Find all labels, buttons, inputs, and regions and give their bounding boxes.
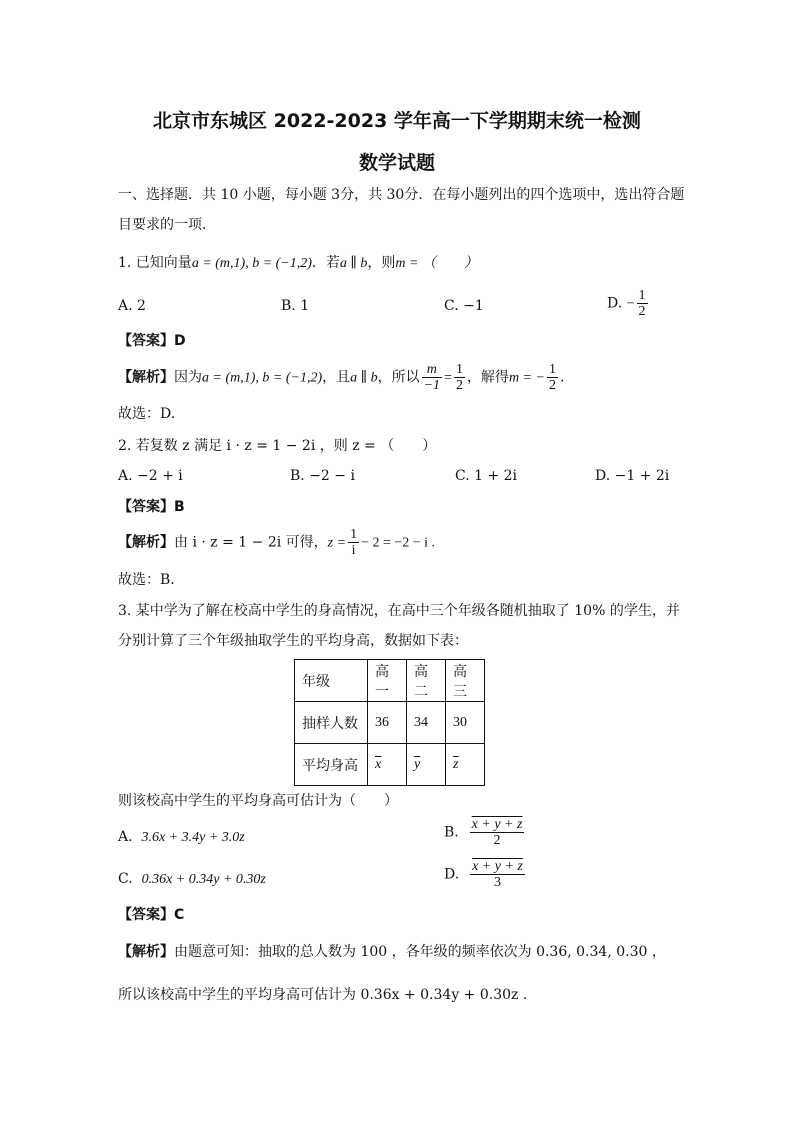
mean-x: $\overline{x}$ <box>375 757 382 772</box>
q1-analysis-eq: = <box>444 370 452 386</box>
q1-parallel-condition: a ∥ b <box>339 256 368 271</box>
q2-analysis-fraction <box>348 527 359 558</box>
table-cell: 高一 <box>368 660 407 702</box>
q1-analysis-fraction2 <box>454 362 465 393</box>
q1-stem-a: 1. 已知向量 <box>118 255 192 271</box>
q3-stem-line2: 分别计算了三个年级抽取学生的平均身高，数据如下表： <box>118 633 468 649</box>
q3-option-d <box>444 859 527 890</box>
table-cell <box>368 744 407 786</box>
q1-analysis-end: . <box>559 369 565 386</box>
q3-ask: 则该校高中学生的平均身高可估计为（ ） <box>118 793 398 809</box>
q3-option-b-fraction <box>470 817 525 848</box>
q2-fraction-denominator: i <box>351 543 356 558</box>
q1-option-b: B. 1 <box>281 298 310 314</box>
q1-fraction2-numerator: 1 <box>455 362 463 377</box>
q2-analysis-head: 【解析】 <box>118 534 174 551</box>
q1-fraction1-denominator: −1 <box>423 378 441 393</box>
table-cell <box>446 744 485 786</box>
q3-option-a <box>118 827 245 848</box>
q1-option-d-numerator: 1 <box>638 288 646 303</box>
q1-stem-b: ．若 <box>311 255 340 271</box>
q2-option-d: D. −1 + 2i <box>595 468 670 484</box>
q1-analysis-f: ，解得 <box>466 369 509 386</box>
q3-stem-line1: 3. 某中学为了解在校高中学生的身高情况，在高中三个年级各随机抽取了 10% 的学生，并 <box>118 603 680 619</box>
q2-answer-text: 【答案】B <box>118 499 185 515</box>
q3-option-d-label: D. <box>444 866 460 883</box>
q1-stem <box>118 253 478 274</box>
table-cell <box>407 744 446 786</box>
mean-y: $\overline{y}$ <box>414 757 421 772</box>
table-cell: 36 <box>368 702 407 744</box>
q3-option-b-label: B. <box>444 824 459 841</box>
q1-analysis-vectors: a = (m,1), b = (−1,2) <box>202 370 323 386</box>
q1-option-d-label: D. <box>607 295 623 312</box>
q1-analysis-head: 【解析】 <box>118 369 174 386</box>
table-cell: 30 <box>446 702 485 744</box>
q3-option-d-denominator: 3 <box>493 875 501 890</box>
q1-option-a: A. 2 <box>118 298 146 314</box>
q1-analysis-result: m = − <box>508 370 545 386</box>
q3-option-c <box>118 869 266 890</box>
table-cell: 平均身高 <box>295 744 368 786</box>
q2-analysis-z: z = <box>327 535 347 551</box>
q1-answer <box>118 331 186 351</box>
q3-option-b <box>444 817 526 848</box>
q1-fraction3-numerator: 1 <box>548 362 556 377</box>
q1-analysis-parallel: a ∥ b <box>350 370 378 386</box>
q1-option-d-fraction <box>637 288 648 319</box>
q2-analysis-result: − 2 = −2 − i . <box>361 535 436 551</box>
q3-option-a-expr: 3.6x + 3.4y + 3.0z <box>141 830 245 845</box>
q1-option-d-denominator: 2 <box>638 304 646 319</box>
table-cell: 抽样人数 <box>295 702 368 744</box>
q2-analysis <box>118 527 435 558</box>
q1-analysis-a: 因为 <box>174 369 202 386</box>
table-row <box>295 702 485 744</box>
table-header-row <box>295 660 485 702</box>
section-instructions-line2: 目要求的一项． <box>118 217 216 233</box>
q3-analysis-line1 <box>118 942 666 962</box>
table-row <box>295 744 485 786</box>
q3-option-c-expr: 0.36x + 0.34y + 0.30z <box>141 872 266 887</box>
q1-analysis <box>118 362 564 393</box>
page-subtitle: 数学试题 <box>358 152 435 174</box>
q2-option-c: C. 1 + 2i <box>455 468 518 484</box>
q1-vectors: a = (m,1), b = (−1,2) <box>191 256 312 271</box>
page-title: 北京市东城区 2022-2023 学年高一下学期期末统一检测 <box>153 110 641 132</box>
q3-analysis-line2: 所以该校高中学生的平均身高可估计为 0.36x + 0.34y + 0.30z . <box>118 987 528 1003</box>
q3-analysis-text1: 由题意可知：抽取的总人数为 100 ，各年级的频率依次为 0.36, 0.34, 0.30 ， <box>174 944 666 960</box>
q3-answer-text: 【答案】C <box>118 907 185 923</box>
q1-analysis-e: ，所以 <box>377 369 420 386</box>
q2-analysis-a: 由 i · z = 1 − 2i 可得， <box>174 534 328 551</box>
q2-fraction-numerator: 1 <box>350 527 358 542</box>
q1-stem-c: ，则 <box>367 255 396 271</box>
q1-fraction1-numerator: m <box>422 362 442 378</box>
q1-ask: m = （ ） <box>395 256 478 271</box>
q1-option-c: C. −1 <box>444 298 484 314</box>
q1-fraction3-denominator: 2 <box>548 378 556 393</box>
table-cell: 34 <box>407 702 446 744</box>
q2-option-a: A. −2 + i <box>118 468 183 484</box>
q3-option-a-label: A. <box>118 829 133 845</box>
q2-stem: 2. 若复数 z 满足 i · z = 1 − 2i ，则 z = （ ） <box>118 438 437 454</box>
mean-z: $\overline{z}$ <box>453 757 459 772</box>
q3-option-c-label: C. <box>118 871 133 887</box>
table-cell: 高二 <box>407 660 446 702</box>
section-instructions-line1: 一、选择题．共 10 小题，每小题 3分，共 30分．在每小题列出的四个选项中，选出符合题 <box>118 187 685 203</box>
q2-option-b: B. −2 − i <box>290 468 355 484</box>
q1-conclusion: 故选：D. <box>118 406 176 422</box>
q1-analysis-fraction1 <box>422 362 442 393</box>
q1-option-d <box>607 288 650 319</box>
table-cell: 高三 <box>446 660 485 702</box>
q1-option-d-sign: − <box>626 296 635 312</box>
q3-answer <box>118 905 184 925</box>
q2-answer <box>118 497 185 517</box>
q1-fraction2-denominator: 2 <box>455 378 463 393</box>
q3-analysis-head: 【解析】 <box>118 944 174 960</box>
q2-conclusion: 故选：B. <box>118 572 175 588</box>
q1-analysis-c: ，且 <box>322 369 351 386</box>
table-cell: 年级 <box>295 660 368 702</box>
q3-option-d-numerator: x + y + z <box>472 859 523 874</box>
q3-data-table <box>294 659 485 786</box>
q1-analysis-fraction3 <box>547 362 558 393</box>
q1-answer-text: 【答案】D <box>118 333 186 349</box>
q3-option-d-fraction <box>470 859 525 890</box>
q3-option-b-denominator: 2 <box>493 833 501 848</box>
q3-option-b-numerator: x + y + z <box>471 817 523 832</box>
